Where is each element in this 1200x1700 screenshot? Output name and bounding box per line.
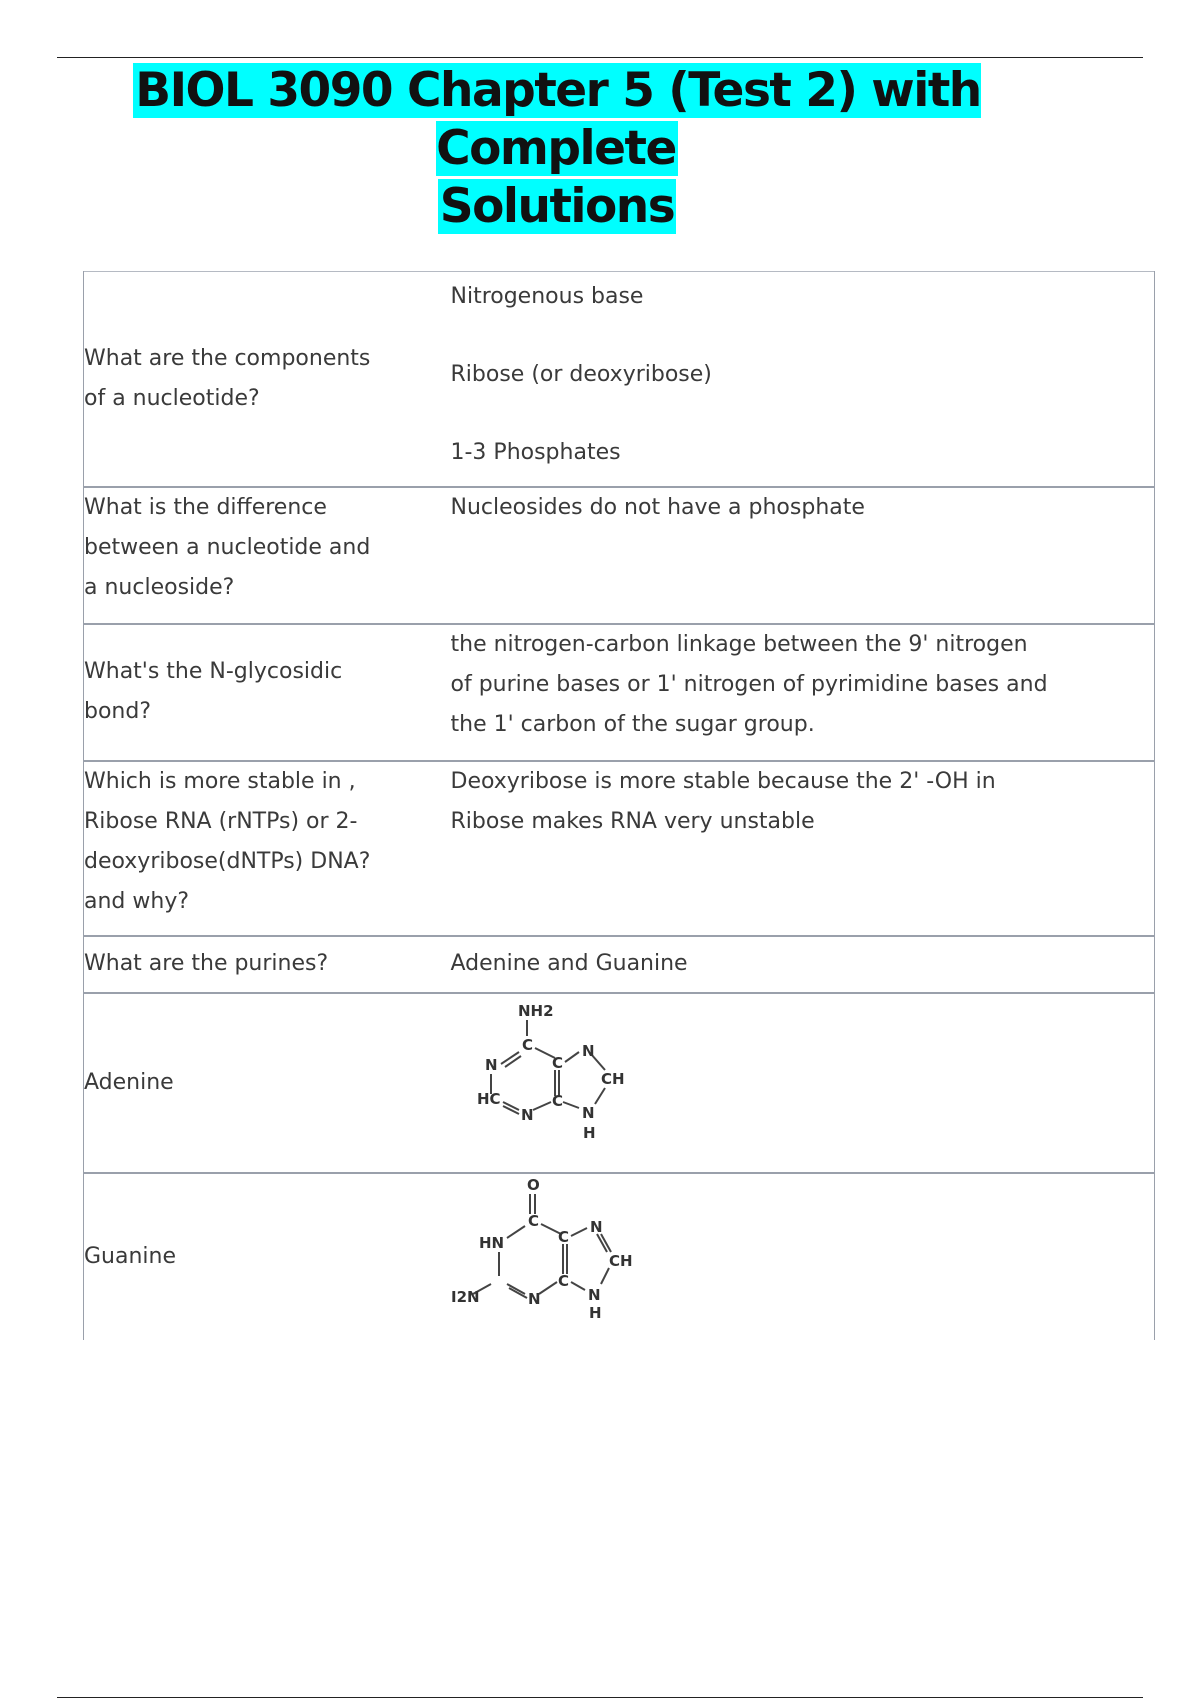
answer-cell bbox=[402, 272, 1155, 487]
atom-label: HN bbox=[478, 1233, 504, 1252]
atom-label: N bbox=[587, 1285, 601, 1304]
table-row bbox=[84, 272, 1155, 487]
atom-label: C bbox=[557, 1227, 569, 1246]
answer-cell bbox=[402, 993, 1155, 1173]
atom-label: N bbox=[581, 1041, 595, 1060]
table-row bbox=[84, 624, 1155, 761]
atom-label: H bbox=[582, 1123, 596, 1142]
atom-label: H bbox=[588, 1303, 602, 1322]
atom-label: NH2 bbox=[517, 1001, 554, 1020]
atom-label: N bbox=[484, 1055, 498, 1074]
atom-label: N bbox=[581, 1103, 595, 1122]
question-cell: What are the purines? bbox=[84, 936, 402, 993]
atom-label: I2N bbox=[450, 1287, 480, 1306]
question-cell: What are the components of a nucleotide? bbox=[84, 272, 402, 487]
atom-label: HC bbox=[476, 1089, 501, 1108]
adenine-structure bbox=[451, 996, 641, 1154]
document-title bbox=[57, 62, 1057, 236]
answer-cell: Deoxyribose is more stable because the 2' -OH in Ribose makes RNA very unstable bbox=[402, 761, 1155, 936]
atom-label: C bbox=[521, 1035, 533, 1054]
qa-table bbox=[83, 271, 1155, 1340]
atom-label: C bbox=[557, 1271, 569, 1290]
atom-label: N bbox=[589, 1217, 603, 1236]
bottom-rule bbox=[57, 1697, 1143, 1698]
atom-label: CH bbox=[600, 1069, 625, 1088]
question-cell: Adenine bbox=[84, 993, 402, 1173]
table-row bbox=[84, 761, 1155, 936]
table-row bbox=[84, 936, 1155, 993]
question-cell: What's the N-glycosidic bond? bbox=[84, 624, 402, 761]
atom-label: N bbox=[527, 1289, 541, 1308]
question-cell: What is the difference between a nucleotide and a nucleoside? bbox=[84, 487, 402, 624]
title-line-1: BIOL 3090 Chapter 5 (Test 2) with Complete bbox=[135, 63, 981, 176]
atom-label: C bbox=[527, 1211, 539, 1230]
title-line-2: Solutions bbox=[439, 179, 675, 234]
atom-label: C bbox=[551, 1053, 563, 1072]
table-row bbox=[84, 487, 1155, 624]
atom-label: C bbox=[551, 1091, 563, 1110]
question-cell: Which is more stable in , Ribose RNA (rNTPs) or 2-deoxyribose(dNTPs) DNA? and why? bbox=[84, 761, 402, 936]
atom-label: CH bbox=[608, 1251, 633, 1270]
question-cell: Guanine bbox=[84, 1173, 402, 1340]
answer-cell bbox=[402, 1173, 1155, 1340]
answer-cell: Nucleosides do not have a phosphate bbox=[402, 487, 1155, 624]
atom-label: O bbox=[526, 1175, 540, 1194]
answer-line: Ribose (or deoxyribose) bbox=[450, 362, 712, 387]
top-rule bbox=[57, 57, 1143, 58]
table-row bbox=[84, 1173, 1155, 1340]
answer-cell: Adenine and Guanine bbox=[402, 936, 1155, 993]
answer-line: 1-3 Phosphates bbox=[450, 440, 621, 465]
guanine-structure bbox=[451, 1176, 641, 1336]
atom-label: N bbox=[520, 1105, 534, 1124]
answer-line: Nitrogenous base bbox=[450, 284, 644, 309]
answer-cell: the nitrogen-carbon linkage between the 9' nitrogen of purine bases or 1' nitrogen of pyrimidine bases and the 1' carbon of the sugar group. bbox=[402, 624, 1155, 761]
table-row bbox=[84, 993, 1155, 1173]
